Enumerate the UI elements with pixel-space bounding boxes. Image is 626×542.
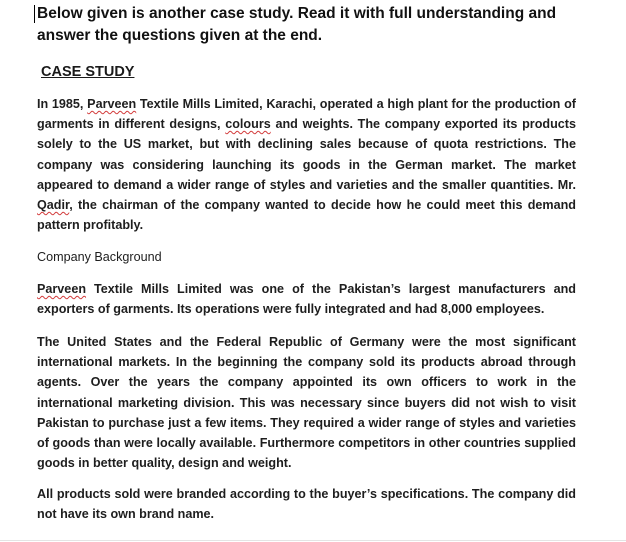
paragraph-company-background (37, 279, 576, 319)
paragraph-text: Textile Mills Limited, Karachi, operated a high plant for the production of garments in different designs, (37, 97, 576, 132)
paragraph-branding: All products sold were branded according to the buyer’s specifications. The company did not have its own brand name. (37, 487, 576, 522)
paragraph-text: In 1985, (37, 97, 88, 111)
misspelled-word: Qadir (37, 198, 70, 213)
paragraph-text: Textile Mills Limited was one of the Pakistan’s largest manufacturers and exporters of garments. Its operations were fully integrated and had 8,000 employees. (37, 282, 576, 317)
intro-heading: Below given is another case study. Read it with full understanding and answer the questions given at the end. (37, 5, 557, 44)
misspelled-word: colours (225, 117, 271, 132)
paragraph-intro (37, 94, 576, 235)
misspelled-word: Parveen (87, 97, 137, 111)
page-bottom-divider (0, 540, 626, 541)
company-background-heading: Company Background (37, 250, 162, 264)
paragraph-markets: The United States and the Federal Republic of Germany were the most significant international markets. In the beginning the company sold its products abroad through agents. Over the years the company appointed its own officers to work in the international marketing division. This was necessary since buyers did not wish to visit Pakistan to purchase just a few items. They required a wider range of styles and varieties of goods than were locally available. Furthermore competitors in other countries supplied goods in better quality, design and weight. (37, 335, 576, 471)
text-cursor (34, 5, 35, 23)
paragraph-text: , the chairman of the company wanted to decide how he could meet this demand pattern profitably. (37, 198, 576, 233)
case-study-title: CASE STUDY (41, 64, 135, 80)
paragraph-text: and weights. The company exported its products solely to the US market, but with declining sales because of quota restrictions. The company was considering launching its goods in the German market. The market appeared to demand a wider range of styles and varieties and the smaller quantities. Mr. (37, 117, 576, 192)
misspelled-word: Parveen (37, 282, 87, 296)
